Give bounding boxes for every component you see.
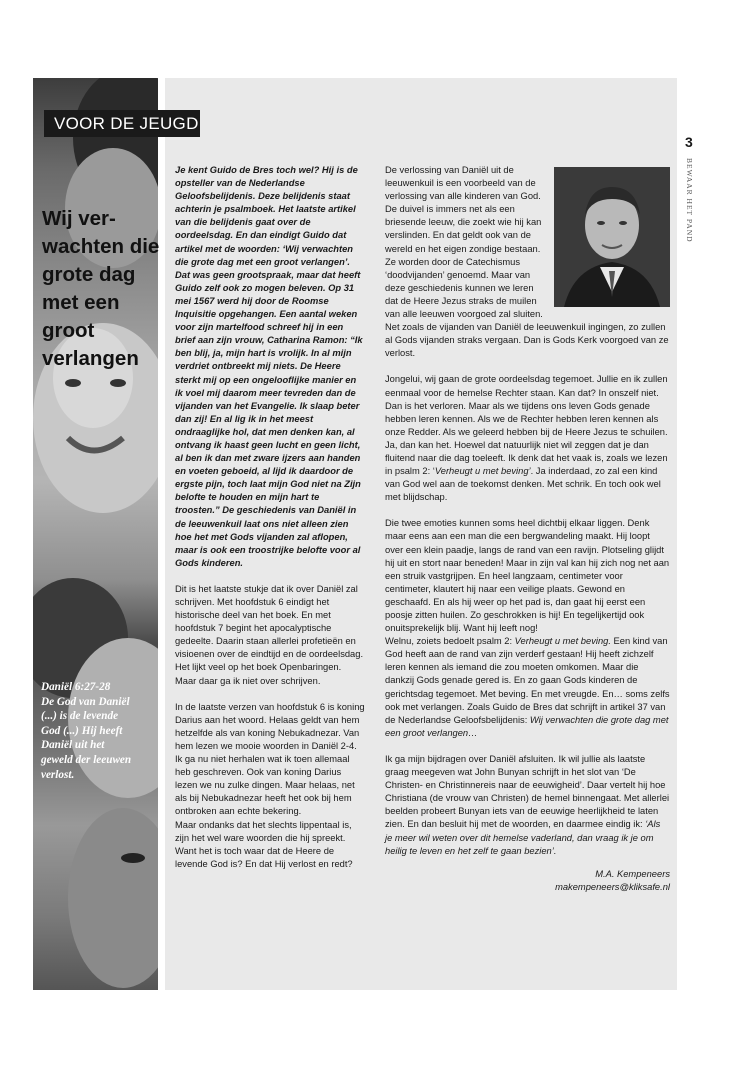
page-number: 3 <box>685 134 693 150</box>
body-paragraph: Maar ondanks dat het slechts lippentaal is, zijn het wel ware woorden die hij spreekt. Want het is toch waar dat de Heere de levende God is? En dat Hij verlost en redt? <box>175 819 353 869</box>
author-name: M.A. Kempeneers <box>595 868 670 879</box>
title-line: verlangen <box>42 347 139 370</box>
author-portrait <box>554 167 670 307</box>
body-paragraph: De verlossing van Daniël uit de leeuwenkuil is een voorbeeld van de verlossing van alle kinderen van God. De duivel is immers net als een briesende leeuw, die zoekt wie hij kan verslinden. En dat geldt ook van de wereld en het eigen zondige bestaan. Ze worden door de Catechismus ‘doodvijanden’ genoemd. Maar van deze geschiedenis kunnen we leren dat de Heere Jezus straks de muilen van alle leeuwen voorgoed zal sluiten. Net zoals de vijanden van Daniël de leeuwenkuil ingingen, zo zullen al Gods vijanden straks vergaan. Dan is Gods Kerk voorgoed van ze verlost. <box>385 165 669 359</box>
bible-quote-line: Daniël 6:27-28 <box>41 681 111 693</box>
bible-quote-line: (...) is de levende <box>41 710 119 723</box>
text-run: Ik ga mijn bijdragen over Daniël afsluiten. Ik wil jullie als laatste graag meegeven wat John Bunyan schrijft in het slot van ‘De Christen- en Christinnereis naar de eeuwigheid’. Daar vertelt hij hoe Christiana (de vrouw van Christen) de hemel binnengaat. Met allerlei beelden probeert Bunyan iets van de eeuwige heerlijkheid te laten zien. En dan besluit hij met de woorden, en daarmee eindig ik: <box>385 753 670 830</box>
bible-quote-line: verlost. <box>41 768 75 781</box>
emphasis-text: Verheugt u met beving. <box>514 636 611 647</box>
author-portrait-image <box>554 167 670 307</box>
side-label-text: BEWAAR HET PAND <box>685 158 694 243</box>
section-label: VOOR DE JEUGD <box>44 110 200 137</box>
title-line: groot <box>42 319 95 342</box>
title-line: grote dag <box>42 263 136 286</box>
column-left <box>175 164 365 871</box>
body-paragraph <box>385 373 670 504</box>
body-paragraph <box>385 753 670 858</box>
text-run: Welnu, zoiets bedoelt psalm 2: <box>385 636 515 647</box>
text-run: . Ja inderdaad, zo zal een kind van God wel aan de toekomst denken. Met schrik. En toch ook wel met blijdschap. <box>385 466 661 503</box>
emphasis-text: ‘Als je meer wil weten over dit hemelse vaderland, dan vraag ik je om heilig te leven en het zelf te gaan bezien’. <box>385 819 661 856</box>
bible-quote <box>41 680 146 782</box>
bible-quote-line: Daniël uit het <box>41 739 105 752</box>
column-right <box>385 164 670 894</box>
body-paragraph: Dit is het laatste stukje dat ik over Daniël zal schrijven. Met hoofdstuk 6 eindigt het historische deel van het boek. En met hoofdstuk 7 begint het apocalyptische gedeelte. Daarin staan allerlei profetieën en visioenen over de eindtijd en de oordeelsdag. Het lijkt veel op het boek Openbaringen. Maar daar ga ik niet over schrijven. <box>175 583 364 686</box>
intro-paragraph: Je kent Guido de Bres toch wel? Hij is de opsteller van de Nederlandse Geloofsbelijdenis. Deze belijdenis staat achterin je psalmboek. Het laatste artikel van die belijdenis gaat over de oordeelsdag. En dan eindigt Guido dat artikel met de woorden: ‘Wij verwachten die grote dag met een groot verlangen’. Dat was geen grootspraak, maar dat heeft Guido zelf ook zo mogen beleven. Op 31 mei 1567 werd hij door de Roomse Inquisitie opgehangen. Een aantal weken voor zijn martelfood schreef hij in een brief aan zijn vrouw, Catharina Ramon: “Ik ben blij, ja, mijn hart is vrolijk. In al mijn verdriet ontbreekt mij niets. De Heere sterkt mij op een ongelooflijke manier en ik voel mij daarom meer tevreden dan de vijanden van het Evangelie. Ik slaap beter dan zij! En al lig ik in het meest ondraaglijke hol, dat men denken kan, al ontvang ik haast geen lucht en geen licht, al ben ik dan met zware ijzers aan handen en voeten geboeid, al lijd ik daardoor de ergste pijn, toch laat mijn God niet na Zijn belofte te houden en mijn hart te troosten.” De geschiedenis van Daniël in de leeuwenkuil laat ons niet alleen zien hoe het met Gods vijanden zal aflopen, maar is ook een troostrijke belofte voor al Gods kinderen. <box>175 165 363 568</box>
bible-quote-line: De God van Daniël <box>41 695 130 708</box>
text-run: Jongelui, wij gaan de grote oordeelsdag tegemoet. Jullie en ik zullen eenmaal voor de hemelse Rechter staan. Kan dat? In onszelf niet. Dan is het verloren. Maar als we tijdens ons leven Gods genade hebben leren kennen. Als we de Rechter hebben leren kennen als onze Redder. Als we geleerd hebben bij de Heere Jezus te schuilen. Ja, dan kan het. Hoewel dat natuurlijk niet wil zeggen dat je dan fluitend naar die dag toeleeft. Ik denk dat het vaak is, zoals we lezen in psalm 2: ‘ <box>385 374 668 477</box>
bible-quote-line: geweld der leeuwen <box>41 753 132 766</box>
text-run: Een kind van God heeft aan de rand van zijn verderf gestaan! Hij heeft zichzelf leren kennen als iemand die zou moeten omkomen. Maar die dankzij Gods genade gered is. En zo gaan Gods kinderen de gerichtsdag tegemoet. Met beving. En met vreugde. En… soms zelfs ook met verlangen. Zoals Guido de Bres dat schrijft in artikel 37 van de Nederlandse Geloofsbelijdenis: <box>385 636 670 725</box>
body-paragraph: Die twee emoties kunnen soms heel dichtbij elkaar liggen. Denk maar eens aan een man die een bergwandeling maakt. Hij loopt over een klein paadje, langs de rand van een ravijn. Plotseling glijdt hij uit en stort naar beneden! Maar in zijn val kan hij zich nog net aan een struik vastgrijpen. En heel langzaam, centimeter voor centimeter, klautert hij naar een veilige plaats. Gewond en geschaafd. En als hij weer op het pad is, dan gaat hij eerst een poosje zitten huilen. Zo geschrokken is hij! En tegelijkertijd ook onuitsprekelijk blij. Want hij leeft nog! <box>385 518 670 634</box>
author-email[interactable]: makempeneers@kliksafe.nl <box>555 881 670 892</box>
emphasis-text: Verheugt u met beving’ <box>434 466 531 477</box>
article-title <box>42 205 160 373</box>
title-line: met een <box>42 291 120 314</box>
signature-block <box>385 868 670 894</box>
body-paragraph: In de laatste verzen van hoofdstuk 6 is koning Darius aan het woord. Helaas geldt van hem hetzelfde als van koning Nebukadnezar. Van hem lezen we mooie woorden in Daniël 2-4. Ik ga nu niet herhalen wat ik toen allemaal heb geschreven. Ook van koning Darius lezen we nu zulke dingen. Maar helaas, net als bij Nebukadnezar heeft het ook bij hem ontbroken aan echte bekering. <box>175 701 365 817</box>
side-label <box>682 158 696 248</box>
bible-quote-line: God (...) Hij heeft <box>41 724 123 737</box>
title-line: Wij ver- <box>42 207 116 230</box>
title-line: wachten die <box>42 235 160 258</box>
emphasis-text: Wij verwachten die grote dag met een groot verlangen… <box>385 714 669 738</box>
body-paragraph <box>385 635 670 740</box>
